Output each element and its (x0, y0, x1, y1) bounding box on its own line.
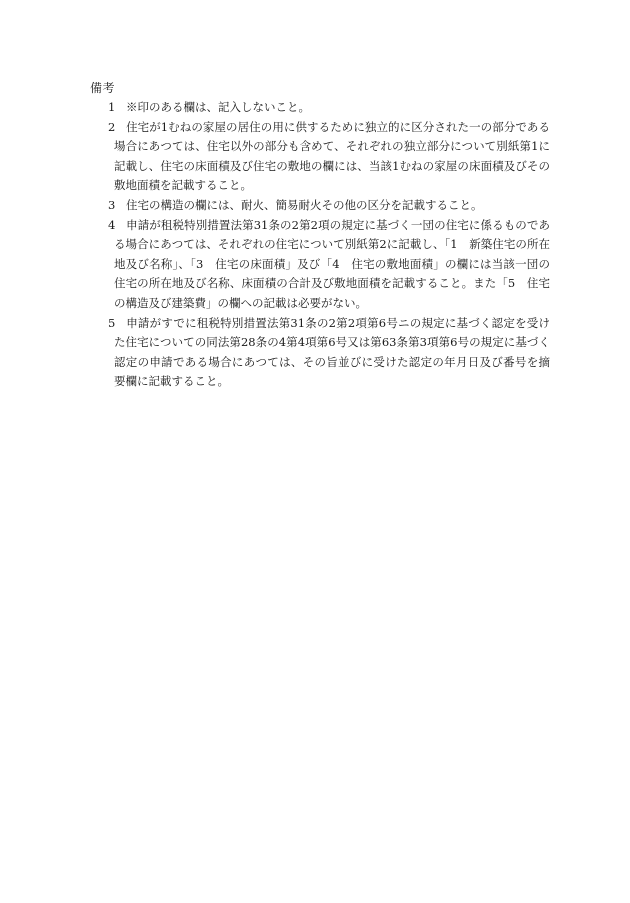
note-number: 3 (108, 197, 116, 212)
note-item (98, 314, 550, 392)
note-item (98, 98, 550, 118)
note-number: 2 (108, 119, 116, 134)
note-number: 5 (108, 315, 116, 330)
note-number: 1 (108, 100, 116, 114)
note-text: 申請が租税特別措置法第31条の2第2項の規定に基づく一団の住宅に係るものである場合にあつては、それぞれの住宅について別紙第2に記載し、「1 新築住宅の所在地及び名称」、「3 住宅の床面積」及び「4 住宅の敷地面積」の欄には当該一団の住宅の所在地及び名称、床面積の合計及び敷地面積を記載すること。また「5 住宅の構造及び建築費」の欄への記載は必要がない。 (114, 217, 550, 310)
note-item (98, 216, 550, 314)
note-text: ※印のある欄は、記入しないこと。 (126, 100, 310, 114)
note-item (98, 118, 550, 196)
note-text: 住宅が1むねの家屋の居住の用に供するために独立的に区分された一の部分である場合にあつては、住宅以外の部分も含めて、それぞれの独立部分について別紙第1に記載し、住宅の床面積及び住宅の敷地の欄には、当該1むねの家屋の床面積及びその敷地面積を記載すること。 (114, 119, 550, 193)
note-item (98, 196, 550, 216)
note-text: 住宅の構造の欄には、耐火、簡易耐火その他の区分を記載すること。 (126, 197, 483, 212)
notes-title: 備考 (90, 81, 116, 95)
notes-section (90, 78, 550, 392)
note-number: 4 (108, 217, 116, 232)
note-text: 申請がすでに租税特別措置法第31条の2第2項第6号ニの規定に基づく認定を受けた住宅についての同法第28条の4第4項第6号又は第63条第3項第6号の規定に基づく認定の申請である場合にあつては、その旨並びに受けた認定の年月日及び番号を摘要欄に記載すること。 (114, 315, 550, 389)
